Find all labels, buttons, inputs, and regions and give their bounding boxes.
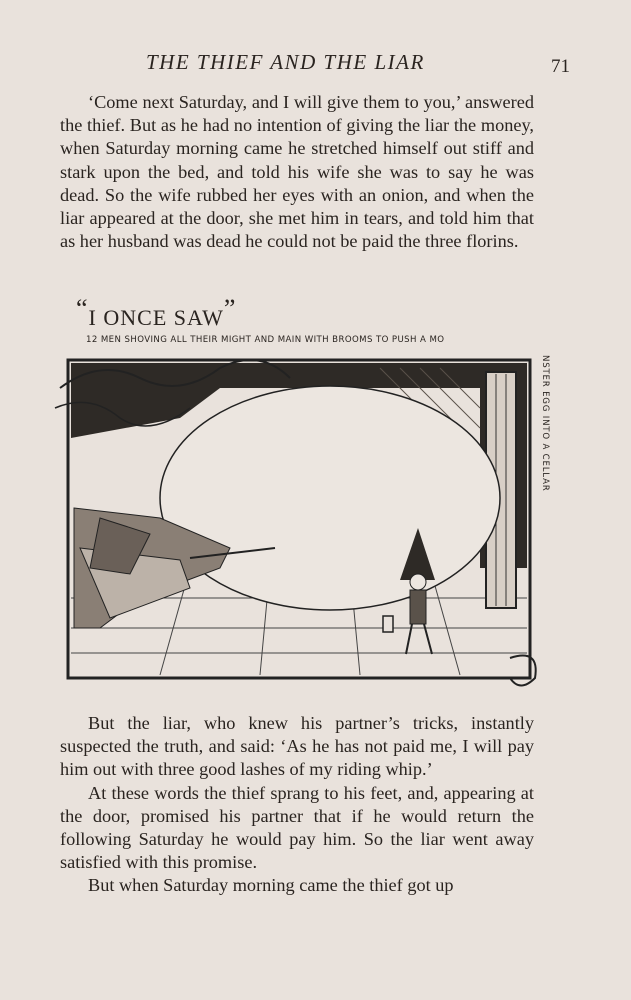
caption-close-quote: ” [223, 294, 237, 323]
caption-line: 12 MEN SHOVING ALL THEIR MIGHT AND MAIN WITH BROOMS TO PUSH A MO [86, 335, 445, 345]
page-number: 71 [551, 56, 570, 77]
text-block-bottom [60, 712, 534, 898]
paragraph: ‘Come next Saturday, and I will give them to you,’ answered the thief. But as he had no intention of giving the liar the money, when Saturday morning came he stretched himself out stiff and stark upon the bed, and told his wife she was to say he was dead. So the wife rubbed her eyes with an onion, and when the liar appeared at the door, she met him in tears, and told him that as her husband was dead he could not be paid the three florins. [60, 92, 534, 252]
running-head [60, 50, 570, 80]
paragraph: But the liar, who knew his partner’s tricks, instantly suspected the truth, and said: ‘As he has not paid me, I will pay him out with three good lashes of my riding whip.’ [60, 713, 534, 780]
illustration-monster-egg [40, 298, 592, 698]
paragraph: At these words the thief sprang to his feet, and, appearing at the door, promised his partner that if he would return the following Saturday he would pay him. So the liar went away satisfied with this promise. [60, 782, 534, 873]
lantern-shape [383, 616, 393, 632]
caption-open-quote: “ [76, 294, 89, 323]
caption-title-text: I ONCE SAW [88, 305, 224, 330]
running-title: THE THIEF AND THE LIAR [146, 50, 425, 74]
paragraph: But when Saturday morning came the thief got up [88, 875, 454, 896]
caption-side: NSTER EGG INTO A CELLAR [540, 355, 550, 492]
text-block-top [60, 91, 534, 253]
monster-egg [160, 386, 500, 610]
caption-title [76, 294, 237, 332]
